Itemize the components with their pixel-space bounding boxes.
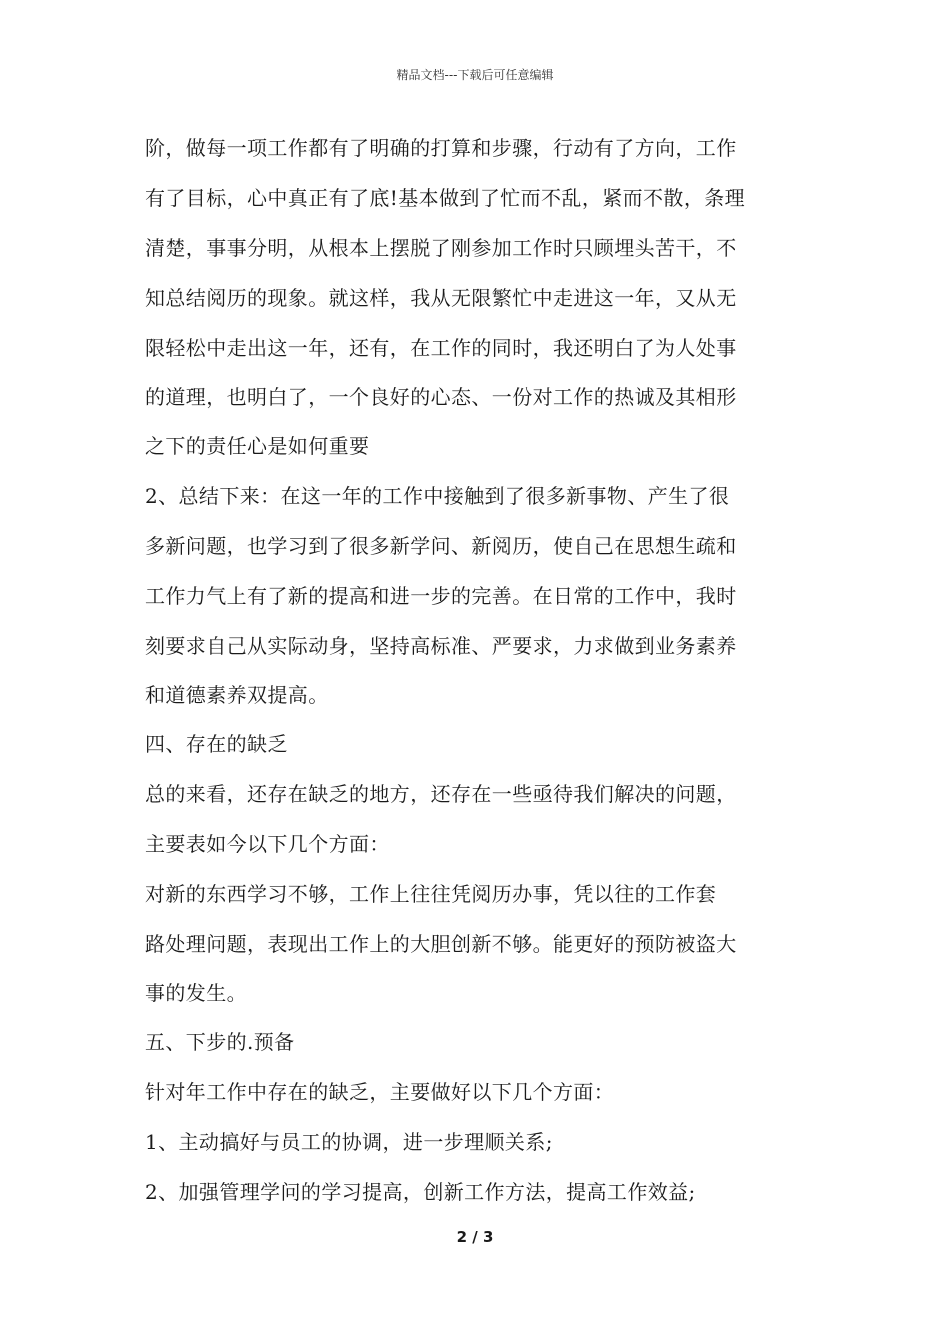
- page-number: 2 / 3: [456, 1228, 494, 1246]
- section-heading: 五、下步的.预备: [145, 1030, 295, 1054]
- body-line: 2、总结下来：在这一年的工作中接触到了很多新事物、产生了很: [145, 484, 730, 508]
- body-line: 有了目标，心中真正有了底!基本做到了忙而不乱，紧而不散，条理: [145, 186, 746, 210]
- body-line: 2、加强管理学问的学习提高，创新工作方法，提高工作效益;: [145, 1180, 696, 1204]
- body-line: 刻要求自己从实际动身，坚持高标准、严要求，力求做到业务素养: [145, 634, 737, 658]
- section-heading: 四、存在的缺乏: [145, 732, 288, 756]
- body-line: 之下的责任心是如何重要: [145, 434, 370, 458]
- page-header: 精品文档---下载后可任意编辑: [396, 68, 554, 82]
- body-line: 针对年工作中存在的缺乏，主要做好以下几个方面：: [145, 1080, 615, 1104]
- body-line: 知总结阅历的现象。就这样，我从无限繁忙中走进这一年，又从无: [145, 286, 737, 310]
- body-line: 工作力气上有了新的提高和进一步的完善。在日常的工作中，我时: [145, 584, 737, 608]
- body-line: 的道理，也明白了，一个良好的心态、一份对工作的热诚及其相形: [145, 385, 737, 409]
- body-line: 主要表如今以下几个方面：: [145, 832, 390, 856]
- body-line: 1、主动搞好与员工的协调，进一步理顺关系;: [145, 1130, 553, 1154]
- body-line: 清楚，事事分明，从根本上摆脱了刚参加工作时只顾埋头苦干，不: [145, 236, 737, 260]
- body-line: 对新的东西学习不够，工作上往往凭阅历办事，凭以往的工作套: [145, 882, 717, 906]
- body-line: 限轻松中走出这一年，还有，在工作的同时，我还明白了为人处事: [145, 336, 737, 360]
- body-line: 多新问题，也学习到了很多新学问、新阅历，使自己在思想生疏和: [145, 534, 737, 558]
- body-line: 路处理问题，表现出工作上的大胆创新不够。能更好的预防被盗大: [145, 932, 737, 956]
- body-line: 事的发生。: [145, 981, 247, 1005]
- body-line: 总的来看，还存在缺乏的地方，还存在一些亟待我们解决的问题，: [145, 782, 737, 806]
- body-line: 和道德素养双提高。: [145, 683, 329, 707]
- body-line: 阶，做每一项工作都有了明确的打算和步骤，行动有了方向，工作: [145, 136, 737, 160]
